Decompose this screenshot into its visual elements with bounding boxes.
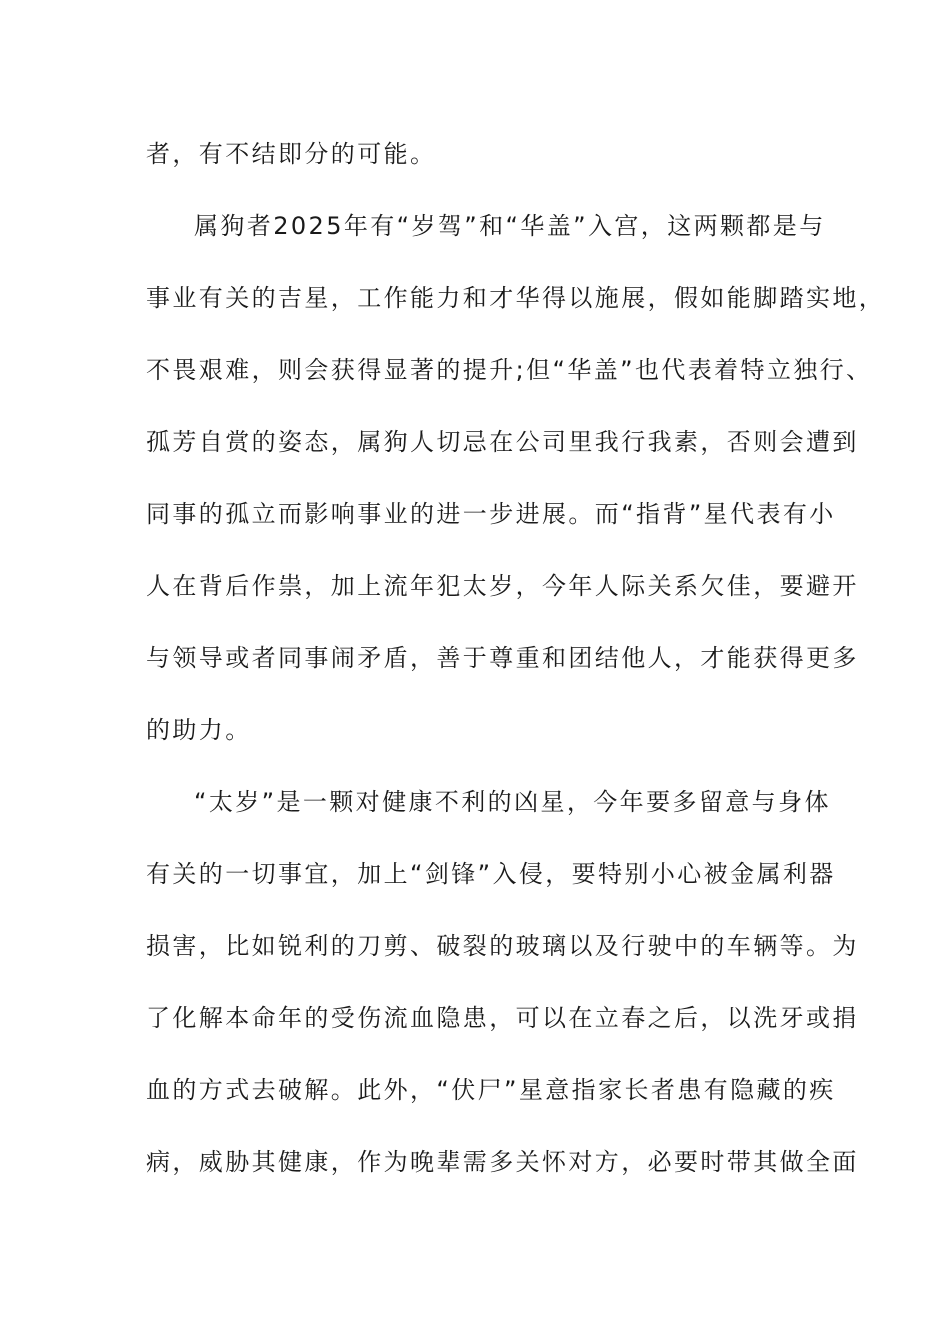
text-line: 事业有关的吉星，工作能力和才华得以施展，假如能脚踏实地， xyxy=(146,284,886,312)
text-line: 与领导或者同事闹矛盾，善于尊重和团结他人，才能获得更多 xyxy=(146,644,859,672)
text-line: 病，威胁其健康，作为晚辈需多关怀对方，必要时带其做全面 xyxy=(146,1148,859,1176)
text-line: 不畏艰难，则会获得显著的提升;但“华盖”也代表着特立独行、 xyxy=(146,356,873,384)
paragraph-start-line: 属狗者2025年有“岁驾”和“华盖”入宫，这两颗都是与 xyxy=(194,212,826,240)
text-line: 者，有不结即分的可能。 xyxy=(146,140,437,168)
text-line: 有关的一切事宜，加上“剑锋”入侵，要特别小心被金属利器 xyxy=(146,860,836,888)
text-line: 了化解本命年的受伤流血隐患，可以在立春之后，以洗牙或捐 xyxy=(146,1004,859,1032)
text-line: 同事的孤立而影响事业的进一步进展。而“指背”星代表有小 xyxy=(146,500,836,528)
text-line: 的助力。 xyxy=(146,716,252,744)
text-line: 人在背后作祟，加上流年犯太岁，今年人际关系欠佳，要避开 xyxy=(146,572,859,600)
text-line: 血的方式去破解。此外，“伏尸”星意指家长者患有隐藏的疾 xyxy=(146,1076,836,1104)
text-line: 损害，比如锐利的刀剪、破裂的玻璃以及行驶中的车辆等。为 xyxy=(146,932,859,960)
text-line: 孤芳自赏的姿态，属狗人切忌在公司里我行我素，否则会遭到 xyxy=(146,428,859,456)
paragraph-start-line: “太岁”是一颗对健康不利的凶星，今年要多留意与身体 xyxy=(194,788,831,816)
